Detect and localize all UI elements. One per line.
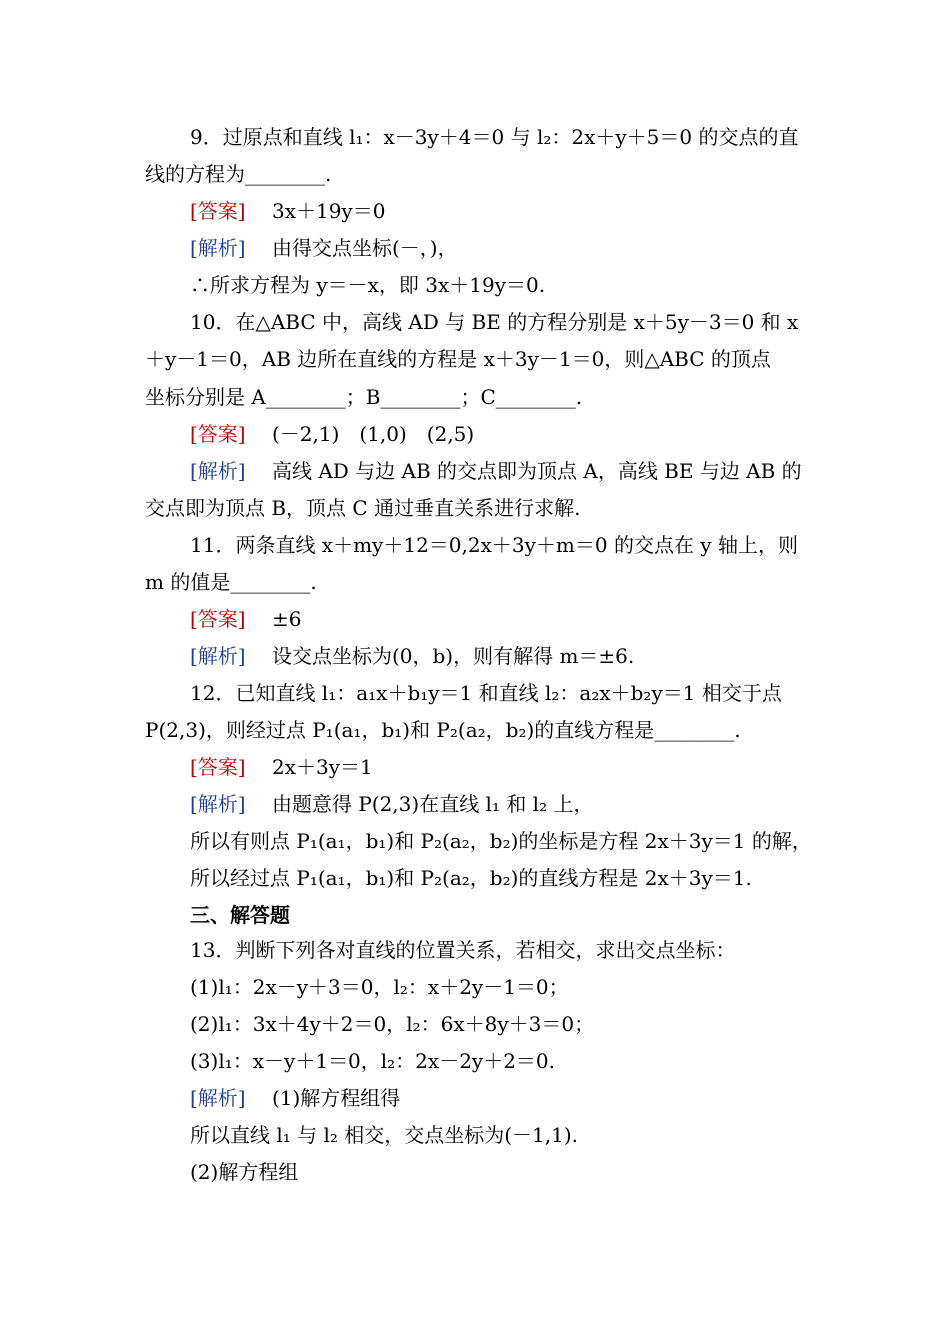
explanation-13-line-1: [190, 1085, 810, 1111]
explanation-9-line-1: [190, 235, 810, 261]
explanation-10-line-2: 交点即为顶点 B，顶点 C 通过垂直关系进行求解.: [145, 496, 581, 520]
explanation-12-text: 由题意得 P(2,3)在直线 l₁ 和 l₂ 上，: [271, 792, 594, 816]
question-13-item-3: (3)l₁：x－y＋1＝0，l₂：2x－2y＋2＝0.: [190, 1049, 556, 1073]
explanation-11-text: 设交点坐标为(0，b)，则有解得 m＝±6.: [271, 644, 635, 668]
question-13-line-1: 13．判断下列各对直线的位置关系，若相交，求出交点坐标：: [190, 938, 736, 962]
explanation-tag: [解析]: [190, 236, 246, 260]
question-13-item-2: (2)l₁：3x＋4y＋2＝0，l₂：6x＋8y＋3＝0；: [190, 1012, 595, 1036]
question-10-line-1: 10．在△ABC 中，高线 AD 与 BE 的方程分别是 x＋5y－3＝0 和 x: [190, 310, 799, 334]
answer-12: [190, 754, 810, 780]
explanation-12-line-3: 所以经过点 P₁(a₁，b₁)和 P₂(a₂，b₂)的直线方程是 2x＋3y＝1.: [190, 866, 752, 890]
answer-tag: [答案]: [190, 607, 246, 631]
explanation-12-line-2: 所以有则点 P₁(a₁，b₁)和 P₂(a₂，b₂)的坐标是方程 2x＋3y＝1 的解，: [190, 829, 812, 853]
explanation-9-text: 由得交点坐标(－，)，: [271, 236, 458, 260]
explanation-10-text: 高线 AD 与边 AB 的交点即为顶点 A，高线 BE 与边 AB 的: [271, 459, 802, 483]
explanation-tag: [解析]: [190, 792, 246, 816]
question-11-line-1: 11．两条直线 x＋my＋12＝0,2x＋3y＋m＝0 的交点在 y 轴上，则: [190, 533, 798, 557]
question-12-line-2: P(2,3)，则经过点 P₁(a₁，b₁)和 P₂(a₂，b₂)的直线方程是________.: [145, 718, 741, 742]
answer-9-text: 3x＋19y＝0: [271, 199, 386, 223]
explanation-tag: [解析]: [190, 644, 246, 668]
answer-11: [190, 606, 810, 632]
answer-11-text: ±6: [271, 607, 302, 631]
question-11-line-2: m 的值是________.: [145, 570, 317, 594]
explanation-9-line-2: ∴所求方程为 y＝－x，即 3x＋19y＝0.: [190, 273, 546, 297]
question-10-line-2: ＋y－1＝0，AB 边所在直线的方程是 x＋3y－1＝0，则△ABC 的顶点: [145, 347, 771, 371]
explanation-12-line-1: [190, 791, 810, 817]
answer-12-text: 2x＋3y＝1: [271, 755, 373, 779]
explanation-tag: [解析]: [190, 459, 246, 483]
question-9-line-2: 线的方程为________.: [145, 162, 332, 186]
question-13-item-1: (1)l₁：2x－y＋3＝0，l₂：x＋2y－1＝0；: [190, 975, 569, 999]
explanation-13-text: (1)解方程组得: [271, 1086, 401, 1110]
explanation-10-line-1: [190, 458, 810, 484]
answer-10: [190, 421, 810, 447]
explanation-tag: [解析]: [190, 1086, 246, 1110]
question-10-line-3: 坐标分别是 A________；B________；C________.: [145, 385, 583, 409]
answer-tag: [答案]: [190, 755, 246, 779]
answer-tag: [答案]: [190, 199, 246, 223]
answer-tag: [答案]: [190, 422, 246, 446]
section-heading: 三、解答题: [190, 903, 290, 927]
answer-9: [190, 198, 810, 224]
question-12-line-1: 12．已知直线 l₁：a₁x＋b₁y＝1 和直线 l₂：a₂x＋b₂y＝1 相交于点: [190, 681, 782, 705]
question-9-line-1: 9．过原点和直线 l₁：x－3y＋4＝0 与 l₂：2x＋y＋5＝0 的交点的直: [190, 125, 799, 149]
explanation-13-line-2: 所以直线 l₁ 与 l₂ 相交，交点坐标为(－1,1).: [190, 1123, 579, 1147]
explanation-13-line-3: (2)解方程组: [190, 1160, 299, 1184]
explanation-11: [190, 643, 810, 669]
answer-10-text: (－2,1) (1,0) (2,5): [271, 422, 475, 446]
